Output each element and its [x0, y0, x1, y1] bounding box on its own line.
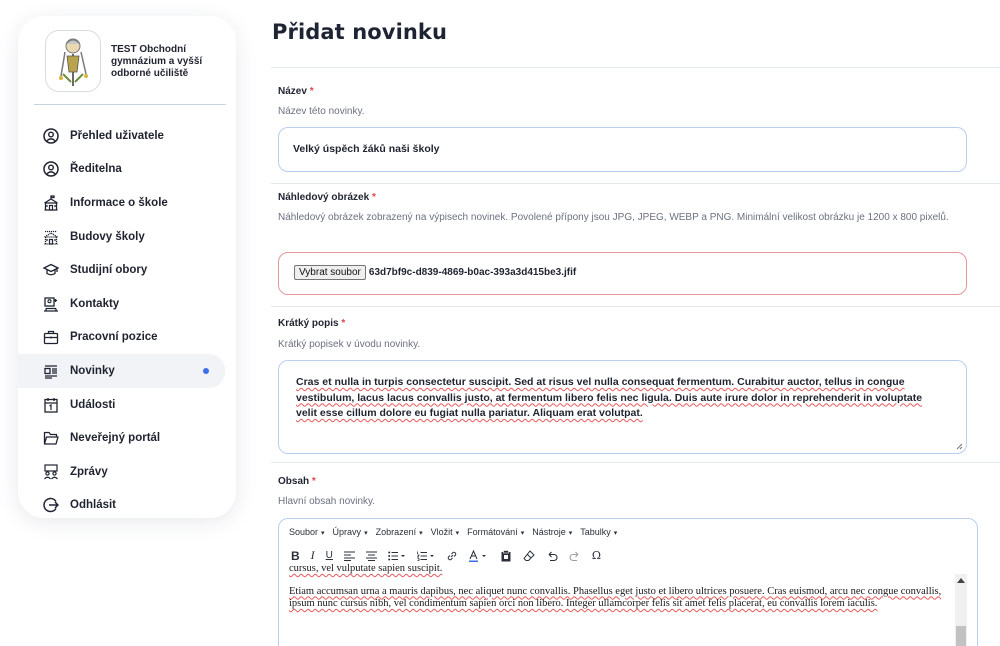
sidebar-item-label: Pracovní pozice	[70, 331, 158, 344]
sidebar-item-label: Přehled uživatele	[70, 129, 164, 142]
sidebar-item-logout[interactable]	[18, 489, 225, 523]
user-circle-icon	[42, 127, 60, 145]
sidebar-item-label: Neveřejný portál	[70, 432, 161, 445]
resize-handle-icon[interactable]	[955, 442, 963, 450]
school-logo	[45, 30, 101, 92]
short-description-label-text: Krátký popis	[278, 318, 339, 329]
scrollbar-thumb[interactable]	[956, 626, 966, 646]
school-building-icon	[42, 228, 60, 246]
menu-tools[interactable]	[532, 527, 572, 537]
underline-icon[interactable]: U	[325, 550, 333, 561]
menu-label: Soubor	[289, 527, 319, 537]
editor-menubar	[289, 527, 617, 537]
user-circle-icon	[42, 160, 60, 178]
align-left-icon[interactable]	[344, 551, 355, 561]
editor-scrollbar[interactable]	[955, 574, 967, 646]
sidebar-item-buildings[interactable]	[18, 220, 225, 254]
paste-icon[interactable]	[500, 550, 512, 562]
page-title: Přidat novinku	[272, 20, 448, 44]
sidebar-item-label: Informace o škole	[70, 196, 168, 209]
title-label	[278, 86, 314, 97]
editor-toolbar	[291, 548, 601, 563]
link-icon[interactable]	[446, 550, 458, 562]
sidebar-item-label: Odhlásit	[70, 499, 117, 512]
title-input[interactable]	[278, 127, 967, 172]
school-building-icon	[42, 194, 60, 212]
caret-down-icon: ▾	[613, 530, 618, 537]
choose-file-button[interactable]: Vybrat soubor	[294, 265, 366, 280]
sidebar	[18, 16, 236, 518]
short-description-description: Krátký popisek v úvodu novinky.	[278, 339, 421, 350]
menu-label: Formátování	[467, 527, 518, 537]
active-indicator-dot	[203, 368, 209, 374]
numbered-list-icon[interactable]	[417, 551, 435, 561]
menu-label: Zobrazení	[375, 527, 417, 537]
menu-view[interactable]	[376, 527, 423, 537]
menu-label: Vložit	[430, 527, 453, 537]
sidebar-item-events[interactable]	[18, 388, 225, 422]
italic-icon[interactable]: I	[310, 548, 315, 562]
school-name: TEST Obchodní gymnázium a vyšší odborné učiliště	[111, 44, 203, 79]
menu-label: Nástroje	[532, 527, 566, 537]
menu-file[interactable]	[289, 527, 325, 537]
content-description: Hlavní obsah novinky.	[278, 496, 376, 507]
sidebar-item-user-overview[interactable]	[18, 119, 225, 153]
sidebar-item-job-positions[interactable]	[18, 321, 225, 355]
image-section	[271, 183, 1000, 306]
sidebar-item-label: Budovy školy	[70, 230, 145, 243]
image-label	[278, 192, 376, 203]
sidebar-item-news[interactable]	[18, 354, 225, 388]
sidebar-item-messages[interactable]	[18, 455, 225, 489]
briefcase-icon	[42, 328, 60, 346]
logout-icon	[42, 496, 60, 514]
special-character-icon[interactable]: Ω	[591, 549, 602, 562]
calendar-icon	[42, 396, 60, 414]
caret-down-icon: ▾	[568, 530, 573, 537]
caret-down-icon: ▾	[419, 530, 423, 537]
sidebar-item-contacts[interactable]	[18, 287, 225, 321]
menu-tables[interactable]	[580, 527, 617, 537]
required-mark: *	[309, 86, 314, 97]
required-mark: *	[311, 476, 316, 487]
image-description: Náhledový obrázek zobrazený na výpisech novinek. Povolené přípony jsou JPG, JPEG, WEBP a PNG. Minimální velikost obrázku je 1200 x 800 pixelů.	[278, 212, 949, 223]
selected-file-name: 63d7bf9c-d839-4869-b0ac-393a3d415be3.jfif	[368, 267, 577, 278]
school-header	[18, 16, 236, 104]
rich-text-editor[interactable]	[278, 518, 978, 646]
short-description-value: Cras et nulla in turpis consectetur suscipit. Sed at risus vel nulla consequat fermentum. Curabitur auctor, tellus in congue vestibulum, lacus lacus convallis justo, at fermentum libero felis nec ligula. Duis aute irure dolor in reprehenderit in voluptate velit esse cillum dolore eu fugiat nulla pariatur. Aliquam erat volutpat.	[296, 376, 923, 419]
short-description-textarea[interactable]	[278, 360, 967, 454]
menu-edit[interactable]	[333, 527, 368, 537]
menu-label: Úpravy	[332, 527, 362, 537]
people-icon	[42, 463, 60, 481]
menu-label: Tabulky	[580, 527, 611, 537]
sidebar-item-principal[interactable]	[18, 153, 225, 187]
title-section	[271, 67, 1000, 183]
title-input-value: Velký úspěch žáků naši školy	[293, 143, 440, 155]
contact-card-icon	[42, 295, 60, 313]
title-label-text: Název	[278, 86, 307, 97]
sidebar-item-label: Události	[70, 398, 116, 411]
content-label	[278, 476, 316, 487]
main-content	[271, 0, 1000, 646]
redo-icon[interactable]	[569, 550, 581, 562]
editor-content[interactable]	[289, 563, 954, 621]
title-description: Název této novinky.	[278, 106, 365, 117]
caret-down-icon: ▾	[321, 530, 325, 537]
eraser-icon[interactable]	[523, 550, 535, 562]
sidebar-item-school-info[interactable]	[18, 186, 225, 220]
image-label-text: Náhledový obrázek	[278, 192, 370, 203]
sidebar-item-label: Kontakty	[70, 297, 120, 310]
caret-down-icon: ▾	[364, 530, 368, 537]
short-description-section	[271, 306, 1000, 462]
scroll-up-arrow-icon[interactable]	[957, 578, 965, 583]
content-label-text: Obsah	[278, 476, 310, 487]
folder-icon	[42, 429, 60, 447]
editor-partial-line: cursus, vel vulputate sapien suscipit.	[289, 563, 443, 574]
bold-icon[interactable]: B	[291, 548, 300, 563]
align-center-icon[interactable]	[366, 551, 377, 561]
graduation-cap-icon	[42, 261, 60, 279]
sidebar-item-study-programs[interactable]	[18, 253, 225, 287]
sidebar-item-label: Studijní obory	[70, 264, 148, 277]
short-description-label	[278, 318, 345, 329]
required-mark: *	[371, 192, 376, 203]
sidebar-item-label: Ředitelna	[70, 163, 122, 176]
required-mark: *	[341, 318, 346, 329]
sidebar-item-label: Novinky	[70, 364, 115, 377]
text-color-icon[interactable]	[469, 550, 489, 562]
newspaper-icon	[42, 362, 60, 380]
caret-down-icon: ▾	[455, 530, 460, 537]
editor-paragraph: Etiam accumsan urna a mauris dapibus, nec aliquet nunc convallis. Phasellus eget justo et libero ultrices posuere. Cras euismod, arcu nec congue convallis, ipsum nunc cursus nibh, vel condimentum sapien orci non libero. Integer ullamcorper felis sit amet felis placerat, eu convallis lorem iaculis.	[289, 585, 942, 609]
image-file-input[interactable]	[278, 252, 967, 295]
menu-format[interactable]	[467, 527, 524, 537]
sidebar-nav	[18, 105, 236, 522]
menu-insert[interactable]	[431, 527, 460, 537]
bullet-list-icon[interactable]	[388, 551, 406, 561]
undo-icon[interactable]	[546, 550, 558, 562]
caret-down-icon: ▾	[520, 530, 525, 537]
sidebar-item-private-portal[interactable]	[18, 421, 225, 455]
sidebar-item-label: Zprávy	[70, 465, 108, 478]
